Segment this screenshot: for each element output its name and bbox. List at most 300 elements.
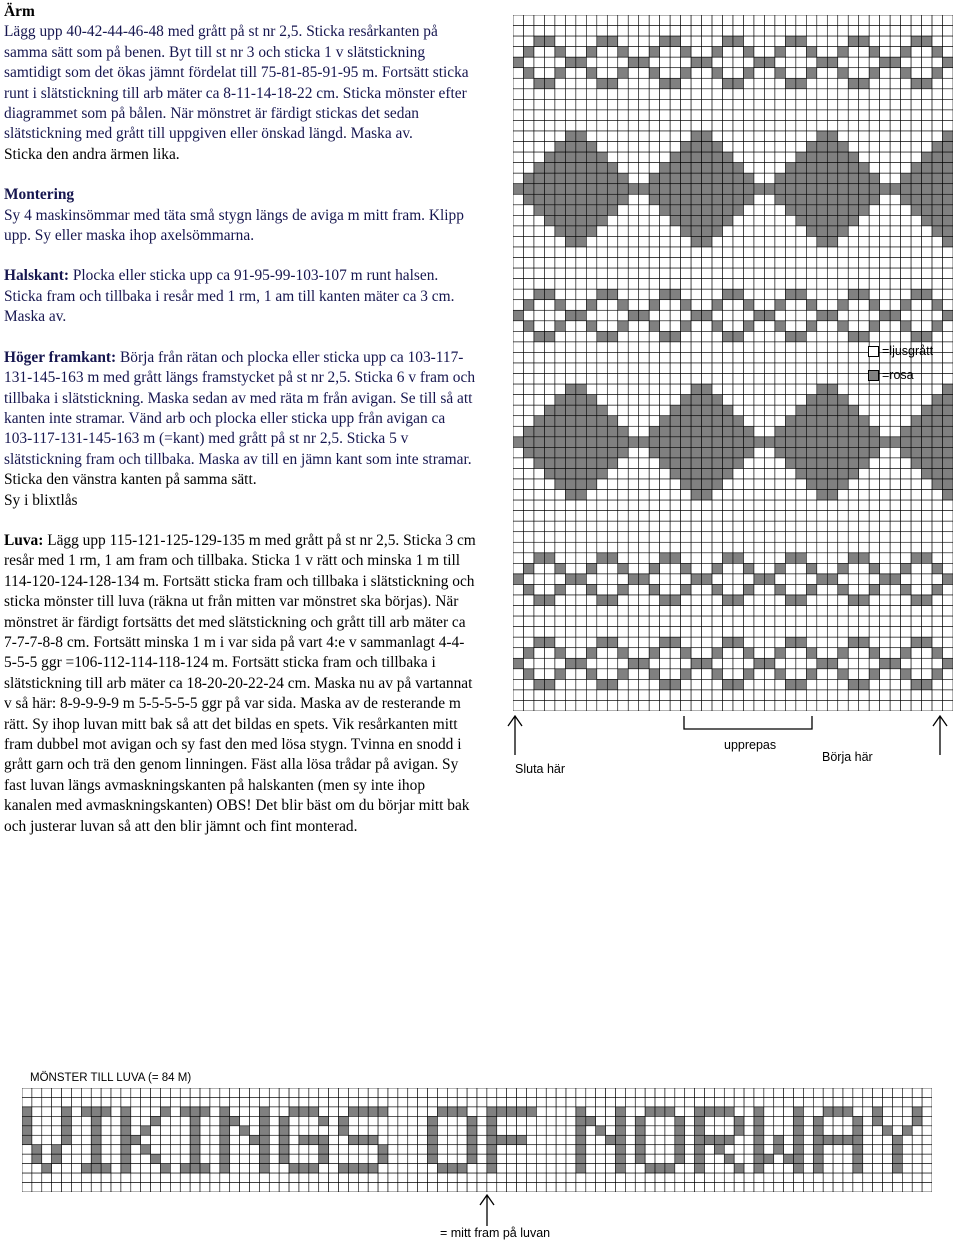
motif-cell xyxy=(912,1126,922,1135)
motif-cell xyxy=(823,1164,833,1173)
motif-cell xyxy=(309,1088,319,1097)
motif-cell xyxy=(81,1126,91,1135)
motif-cell xyxy=(329,1126,339,1135)
motif-cell xyxy=(358,1088,368,1097)
motif-cell xyxy=(507,1088,517,1097)
motif-cell xyxy=(784,1173,794,1182)
motif-cell xyxy=(437,1116,447,1125)
motif-cell xyxy=(398,1135,408,1144)
motif-cell xyxy=(339,1135,349,1144)
motif-cell xyxy=(289,1164,299,1173)
motif-cell xyxy=(714,1164,724,1173)
motif-cell xyxy=(190,1088,200,1097)
motif-cell xyxy=(863,1116,873,1125)
motif-cell xyxy=(131,1135,141,1144)
motif-cell xyxy=(744,1145,754,1154)
motif-cell xyxy=(487,1088,497,1097)
motif-cell xyxy=(576,1126,586,1135)
motif-cell xyxy=(299,1173,309,1182)
motif-cell xyxy=(615,1088,625,1097)
motif-cell xyxy=(685,1116,695,1125)
motif-cell xyxy=(625,1116,635,1125)
motif-cell xyxy=(823,1088,833,1097)
motif-cell xyxy=(437,1126,447,1135)
motif-cell xyxy=(784,1164,794,1173)
motif-cell xyxy=(141,1154,151,1163)
motif-cell xyxy=(398,1107,408,1116)
motif-cell xyxy=(902,1173,912,1182)
motif-cell xyxy=(457,1145,467,1154)
motif-cell xyxy=(180,1173,190,1182)
motif-cell xyxy=(784,1107,794,1116)
motif-cell xyxy=(487,1107,497,1116)
motif-cell xyxy=(675,1164,685,1173)
motif-cell xyxy=(675,1116,685,1125)
motif-cell xyxy=(724,1145,734,1154)
start-arrow-icon xyxy=(933,716,947,755)
motif-cell xyxy=(398,1116,408,1125)
motif-cell xyxy=(32,1107,42,1116)
motif-cell xyxy=(714,1145,724,1154)
sleeve-instructions: Lägg upp 40-42-44-46-48 med grått på st nr 2,5. Sticka resårkanten på samma sätt som på benen. Byt till st nr 3 och sticka 1 v slätstickning samtidigt som det ökas jämnt fördelat till 75-81-85-91-95 m. Fortsätt sticka runt i slätstickning till arb mäter ca 8-11-14-18-22 cm. Sticka mönster efter diagrammet som på bålen. När mönstret är färdigt stickas det sedan slätstickning med grått till uppgiven eller önskad längd. Maska av. xyxy=(4,23,469,143)
motif-cell xyxy=(556,1154,566,1163)
motif-cell xyxy=(151,1145,161,1154)
motif-cell xyxy=(517,1088,527,1097)
motif-cell xyxy=(388,1183,398,1192)
motif-cell xyxy=(279,1088,289,1097)
motif-cell xyxy=(269,1135,279,1144)
motif-cell xyxy=(428,1097,438,1106)
motif-cell xyxy=(695,1164,705,1173)
motif-cell xyxy=(695,1097,705,1106)
motif-cell xyxy=(714,1097,724,1106)
motif-cell xyxy=(863,1126,873,1135)
motif-cell xyxy=(339,1145,349,1154)
motif-cell xyxy=(744,1173,754,1182)
motif-cell xyxy=(526,1088,536,1097)
motif-cell xyxy=(269,1097,279,1106)
motif-cell xyxy=(81,1116,91,1125)
motif-cell xyxy=(922,1164,932,1173)
motif-cell xyxy=(418,1183,428,1192)
legend-pink-label: =rosa xyxy=(882,368,914,382)
motif-cell xyxy=(378,1097,388,1106)
motif-cell xyxy=(507,1154,517,1163)
motif-cell xyxy=(902,1107,912,1116)
motif-cell xyxy=(774,1107,784,1116)
motif-cell xyxy=(744,1097,754,1106)
motif-cell xyxy=(319,1135,329,1144)
motif-cell xyxy=(101,1173,111,1182)
motif-cell xyxy=(546,1126,556,1135)
sleeve-heading: Ärm xyxy=(4,3,35,20)
motif-cell xyxy=(526,1126,536,1135)
motif-cell xyxy=(418,1107,428,1116)
motif-cell xyxy=(220,1088,230,1097)
motif-cell xyxy=(299,1164,309,1173)
motif-cell xyxy=(794,1097,804,1106)
motif-cell xyxy=(210,1097,220,1106)
motif-cell xyxy=(428,1126,438,1135)
motif-cell xyxy=(131,1183,141,1192)
motif-cell xyxy=(111,1126,121,1135)
motif-cell xyxy=(358,1173,368,1182)
motif-cell xyxy=(784,1145,794,1154)
motif-cell xyxy=(714,1135,724,1144)
motif-cell xyxy=(625,1107,635,1116)
motif-cell xyxy=(467,1164,477,1173)
motif-cell xyxy=(348,1164,358,1173)
front-band-left-note: Sticka den vänstra kanten på samma sätt. xyxy=(4,471,257,489)
motif-cell xyxy=(240,1126,250,1135)
motif-cell xyxy=(635,1183,645,1192)
motif-cell xyxy=(339,1097,349,1106)
motif-cell xyxy=(71,1135,81,1144)
motif-cell xyxy=(606,1145,616,1154)
motif-cell xyxy=(388,1107,398,1116)
motif-cell xyxy=(823,1183,833,1192)
motif-cell xyxy=(190,1183,200,1192)
motif-cell xyxy=(685,1145,695,1154)
motif-cell xyxy=(141,1183,151,1192)
motif-cell xyxy=(141,1088,151,1097)
motif-cell xyxy=(556,1145,566,1154)
motif-cell xyxy=(210,1126,220,1135)
motif-cell xyxy=(269,1183,279,1192)
motif-cell xyxy=(665,1088,675,1097)
motif-cell xyxy=(250,1183,260,1192)
motif-cell xyxy=(625,1183,635,1192)
motif-cell xyxy=(724,1154,734,1163)
motif-cell xyxy=(853,1088,863,1097)
motif-cell xyxy=(665,1097,675,1106)
motif-cell xyxy=(606,1097,616,1106)
motif-cell xyxy=(675,1135,685,1144)
motif-cell xyxy=(111,1097,121,1106)
motif-cell xyxy=(457,1173,467,1182)
motif-cell xyxy=(665,1145,675,1154)
motif-cell xyxy=(734,1135,744,1144)
motif-cell xyxy=(566,1126,576,1135)
motif-cell xyxy=(447,1154,457,1163)
motif-cell xyxy=(724,1164,734,1173)
motif-cell xyxy=(526,1107,536,1116)
motif-cell xyxy=(240,1164,250,1173)
motif-cell xyxy=(62,1135,72,1144)
motif-cell xyxy=(625,1145,635,1154)
motif-cell xyxy=(457,1183,467,1192)
motif-cell xyxy=(160,1097,170,1106)
hood-pattern-title: MÖNSTER TILL LUVA (= 84 M) xyxy=(30,1072,192,1084)
motif-cell xyxy=(170,1116,180,1125)
motif-cell xyxy=(457,1088,467,1097)
motif-cell xyxy=(200,1126,210,1135)
motif-cell xyxy=(734,1145,744,1154)
motif-cell xyxy=(91,1097,101,1106)
motif-cell xyxy=(339,1116,349,1125)
motif-cell xyxy=(180,1088,190,1097)
motif-cell xyxy=(289,1088,299,1097)
motif-cell xyxy=(714,1116,724,1125)
motif-cell xyxy=(101,1126,111,1135)
motif-cell xyxy=(576,1107,586,1116)
motif-cell xyxy=(705,1088,715,1097)
motif-cell xyxy=(764,1097,774,1106)
motif-cell xyxy=(497,1107,507,1116)
motif-cell xyxy=(141,1126,151,1135)
motif-cell xyxy=(91,1135,101,1144)
motif-cell xyxy=(62,1145,72,1154)
motif-cell xyxy=(81,1164,91,1173)
motif-cell xyxy=(922,1116,932,1125)
motif-cell xyxy=(220,1097,230,1106)
motif-cell xyxy=(566,1183,576,1192)
motif-cell xyxy=(803,1126,813,1135)
motif-cell xyxy=(329,1107,339,1116)
motif-cell xyxy=(22,1145,32,1154)
motif-cell xyxy=(823,1135,833,1144)
motif-cell xyxy=(190,1126,200,1135)
motif-cell xyxy=(428,1107,438,1116)
motif-cell xyxy=(655,1183,665,1192)
motif-cell xyxy=(477,1107,487,1116)
motif-cell xyxy=(437,1107,447,1116)
motif-cell xyxy=(517,1097,527,1106)
motif-cell xyxy=(685,1088,695,1097)
motif-cell xyxy=(625,1126,635,1135)
motif-cell xyxy=(378,1183,388,1192)
motif-cell xyxy=(576,1183,586,1192)
motif-cell xyxy=(200,1107,210,1116)
motif-cell xyxy=(615,1126,625,1135)
motif-cell xyxy=(388,1173,398,1182)
motif-cell xyxy=(803,1164,813,1173)
motif-cell xyxy=(705,1107,715,1116)
motif-cell xyxy=(477,1116,487,1125)
motif-cell xyxy=(685,1154,695,1163)
motif-cell xyxy=(695,1154,705,1163)
motif-cell xyxy=(566,1164,576,1173)
motif-cell xyxy=(71,1097,81,1106)
motif-cell xyxy=(447,1107,457,1116)
motif-cell xyxy=(764,1183,774,1192)
motif-cell xyxy=(655,1145,665,1154)
motif-cell xyxy=(299,1097,309,1106)
motif-cell xyxy=(259,1183,269,1192)
motif-cell xyxy=(329,1097,339,1106)
motif-cell xyxy=(91,1145,101,1154)
motif-cell xyxy=(526,1183,536,1192)
motif-cell xyxy=(596,1097,606,1106)
motif-cell xyxy=(180,1107,190,1116)
motif-cell xyxy=(685,1097,695,1106)
motif-cell xyxy=(606,1107,616,1116)
motif-cell xyxy=(863,1183,873,1192)
motif-cell xyxy=(52,1164,62,1173)
motif-cell xyxy=(497,1135,507,1144)
motif-cell xyxy=(477,1097,487,1106)
motif-cell xyxy=(833,1116,843,1125)
motif-cell xyxy=(764,1135,774,1144)
motif-cell xyxy=(71,1116,81,1125)
motif-cell xyxy=(853,1154,863,1163)
motif-cell xyxy=(665,1164,675,1173)
motif-cell xyxy=(922,1173,932,1182)
motif-cell xyxy=(160,1145,170,1154)
motif-cell xyxy=(813,1154,823,1163)
motif-cell xyxy=(615,1173,625,1182)
motif-cell xyxy=(437,1164,447,1173)
motif-cell xyxy=(853,1183,863,1192)
motif-cell xyxy=(348,1145,358,1154)
motif-cell xyxy=(42,1135,52,1144)
motif-cell xyxy=(645,1135,655,1144)
motif-cell xyxy=(220,1126,230,1135)
motif-cell xyxy=(586,1164,596,1173)
motif-cell xyxy=(902,1145,912,1154)
motif-cell xyxy=(586,1088,596,1097)
motif-cell xyxy=(121,1164,131,1173)
motif-cell xyxy=(853,1164,863,1173)
motif-cell xyxy=(151,1154,161,1163)
motif-cell xyxy=(368,1154,378,1163)
motif-cell xyxy=(873,1183,883,1192)
motif-cell xyxy=(536,1183,546,1192)
motif-cell xyxy=(289,1145,299,1154)
motif-cell xyxy=(279,1145,289,1154)
motif-cell xyxy=(744,1183,754,1192)
motif-cell xyxy=(210,1173,220,1182)
motif-cell xyxy=(764,1126,774,1135)
motif-cell xyxy=(744,1135,754,1144)
motif-cell xyxy=(378,1135,388,1144)
motif-cell xyxy=(348,1107,358,1116)
motif-cell xyxy=(813,1088,823,1097)
motif-cell xyxy=(497,1173,507,1182)
motif-cell xyxy=(645,1154,655,1163)
motif-cell xyxy=(477,1164,487,1173)
motif-cell xyxy=(536,1116,546,1125)
motif-cell xyxy=(190,1135,200,1144)
motif-cell xyxy=(467,1126,477,1135)
motif-cell xyxy=(823,1154,833,1163)
motif-cell xyxy=(91,1164,101,1173)
motif-cell xyxy=(22,1164,32,1173)
motif-cell xyxy=(22,1126,32,1135)
motif-cell xyxy=(358,1154,368,1163)
motif-cell xyxy=(734,1126,744,1135)
motif-cell xyxy=(477,1135,487,1144)
motif-cell xyxy=(200,1097,210,1106)
motif-cell xyxy=(170,1183,180,1192)
motif-cell xyxy=(437,1097,447,1106)
motif-cell xyxy=(71,1183,81,1192)
end-arrow-icon xyxy=(508,716,522,755)
motif-cell xyxy=(240,1183,250,1192)
motif-cell xyxy=(883,1088,893,1097)
motif-cell xyxy=(833,1088,843,1097)
motif-cell xyxy=(556,1173,566,1182)
motif-cell xyxy=(517,1164,527,1173)
motif-cell xyxy=(418,1135,428,1144)
motif-cell xyxy=(497,1164,507,1173)
motif-cell xyxy=(517,1116,527,1125)
motif-cell xyxy=(378,1164,388,1173)
motif-cell xyxy=(447,1135,457,1144)
motif-cell xyxy=(170,1154,180,1163)
hat-heading: Luva: xyxy=(4,531,44,549)
motif-cell xyxy=(724,1183,734,1192)
motif-cell xyxy=(22,1116,32,1125)
motif-cell xyxy=(378,1088,388,1097)
motif-cell xyxy=(803,1135,813,1144)
motif-cell xyxy=(892,1097,902,1106)
motif-cell xyxy=(517,1183,527,1192)
motif-cell xyxy=(922,1107,932,1116)
motif-cell xyxy=(437,1088,447,1097)
motif-cell xyxy=(388,1116,398,1125)
motif-cell xyxy=(388,1088,398,1097)
motif-cell xyxy=(833,1145,843,1154)
motif-cell xyxy=(774,1097,784,1106)
motif-cell xyxy=(724,1126,734,1135)
motif-cell xyxy=(52,1126,62,1135)
motif-cell xyxy=(873,1145,883,1154)
motif-cell xyxy=(576,1116,586,1125)
motif-cell xyxy=(586,1135,596,1144)
motif-cell xyxy=(368,1135,378,1144)
motif-cell xyxy=(477,1126,487,1135)
motif-cell xyxy=(170,1164,180,1173)
motif-cell xyxy=(32,1154,42,1163)
motif-cell xyxy=(348,1116,358,1125)
motif-cell xyxy=(586,1173,596,1182)
motif-cell xyxy=(71,1145,81,1154)
motif-cell xyxy=(813,1164,823,1173)
motif-cell xyxy=(101,1088,111,1097)
motif-cell xyxy=(794,1164,804,1173)
motif-cell xyxy=(131,1097,141,1106)
motif-cell xyxy=(685,1135,695,1144)
motif-cell xyxy=(892,1183,902,1192)
motif-cell xyxy=(259,1107,269,1116)
motif-cell xyxy=(883,1097,893,1106)
motif-cell xyxy=(467,1183,477,1192)
motif-cell xyxy=(418,1097,428,1106)
motif-cell xyxy=(170,1145,180,1154)
motif-cell xyxy=(784,1097,794,1106)
motif-cell xyxy=(665,1173,675,1182)
motif-cell xyxy=(833,1164,843,1173)
motif-cell xyxy=(230,1107,240,1116)
motif-cell xyxy=(615,1154,625,1163)
motif-cell xyxy=(42,1116,52,1125)
motif-cell xyxy=(774,1154,784,1163)
repeat-bracket-icon xyxy=(684,716,812,729)
motif-cell xyxy=(526,1116,536,1125)
motif-cell xyxy=(151,1164,161,1173)
motif-cell xyxy=(358,1126,368,1135)
motif-cell xyxy=(81,1183,91,1192)
motif-cell xyxy=(368,1126,378,1135)
motif-cell xyxy=(348,1088,358,1097)
motif-cell xyxy=(42,1107,52,1116)
motif-cell xyxy=(892,1116,902,1125)
motif-cell xyxy=(101,1183,111,1192)
motif-cell xyxy=(714,1126,724,1135)
motif-cell xyxy=(912,1183,922,1192)
motif-cell xyxy=(408,1107,418,1116)
